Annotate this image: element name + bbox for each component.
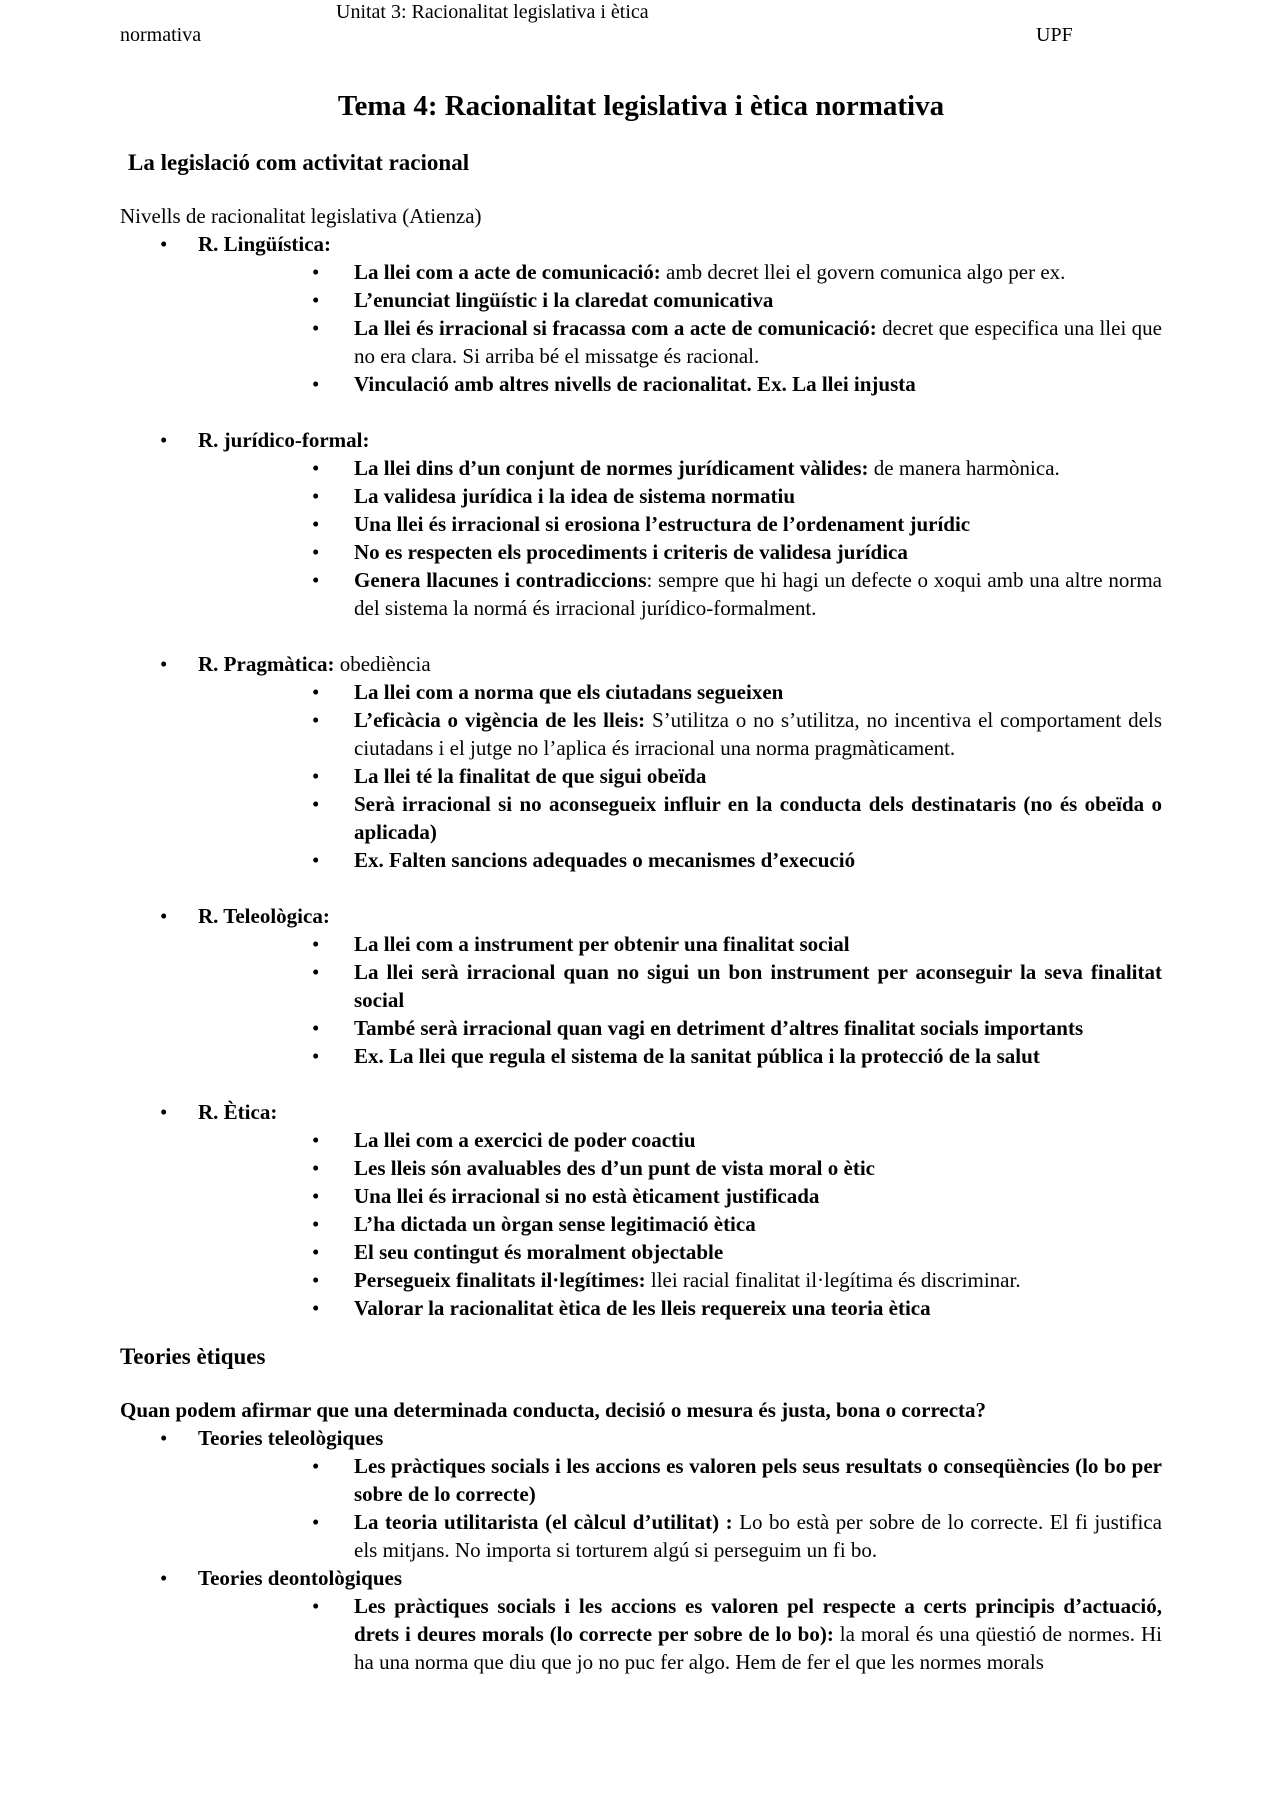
- level-label: R. Ètica:: [198, 1100, 278, 1124]
- point-strong: Genera llacunes i contradiccions: [354, 568, 647, 592]
- point-strong: L’enunciat lingüístic i la claredat comunicativa: [354, 288, 774, 312]
- point-strong: L’eficàcia o vigència de les lleis:: [354, 708, 646, 732]
- point-strong: Una llei és irracional si no està èticament justificada: [354, 1184, 820, 1208]
- point-strong: Persegueix finalitats il·legítimes:: [354, 1268, 646, 1292]
- level-item: [120, 230, 1162, 398]
- point-item: [198, 286, 1162, 314]
- level-label: R. Lingüística:: [198, 232, 332, 256]
- theory-heading: [198, 1424, 1162, 1452]
- level-heading: [198, 426, 1162, 454]
- point-text: Lo bo està per sobre de lo correcte. El fi justifica els mitjans. No importa si torturem algú si perseguim un fi bo.: [354, 1510, 1162, 1562]
- point-text: : sempre que hi hagi un defecte o xoqui amb una altre norma del sistema la normá és irracional jurídico-formalment.: [354, 568, 1162, 620]
- level-heading: [198, 1098, 1162, 1126]
- point-strong: També serà irracional quan vagi en detriment d’altres finalitat socials importants: [354, 1016, 1084, 1040]
- point-item: [198, 706, 1162, 762]
- point-item: [198, 1294, 1162, 1322]
- level-item: [120, 1098, 1162, 1322]
- level-heading: [198, 650, 1162, 678]
- rationality-levels-list: [120, 230, 1162, 1322]
- running-header-unit: Unitat 3: Racionalitat legislativa i ètica: [336, 1, 649, 23]
- point-item: [198, 370, 1162, 398]
- point-item: [198, 678, 1162, 706]
- theory-points: [198, 1452, 1162, 1564]
- point-strong: L’ha dictada un òrgan sense legitimació ètica: [354, 1212, 756, 1236]
- point-item: [198, 538, 1162, 566]
- point-strong: No es respecten els procediments i criteris de validesa jurídica: [354, 540, 908, 564]
- point-strong: La llei com a instrument per obtenir una finalitat social: [354, 932, 850, 956]
- point-strong: La llei com a norma que els ciutadans segueixen: [354, 680, 784, 704]
- point-item: [198, 846, 1162, 874]
- theory-points: [198, 1592, 1162, 1676]
- point-strong: La teoria utilitarista (el càlcul d’utilitat) :: [354, 1510, 733, 1534]
- point-item: [198, 930, 1162, 958]
- point-item: [198, 790, 1162, 846]
- running-header-unit-continued: normativa: [120, 24, 202, 46]
- point-strong: La llei és irracional si fracassa com a acte de comunicació:: [354, 316, 877, 340]
- point-item: [198, 1592, 1162, 1676]
- point-item: [198, 1042, 1162, 1070]
- point-item: [198, 566, 1162, 622]
- point-item: [198, 958, 1162, 1014]
- theory-item: [120, 1424, 1162, 1564]
- theory-item: [120, 1564, 1162, 1676]
- point-item: [198, 454, 1162, 482]
- ethics-question: Quan podem afirmar que una determinada conducta, decisió o mesura és justa, bona o correcta?: [120, 1398, 987, 1422]
- theory-label: Teories deontològiques: [198, 1566, 402, 1590]
- point-strong: Ex. Falten sancions adequades o mecanismes d’execució: [354, 848, 856, 872]
- level-points: [198, 1126, 1162, 1322]
- point-item: [198, 258, 1162, 286]
- level-heading: [198, 902, 1162, 930]
- theory-label: Teories teleològiques: [198, 1426, 384, 1450]
- point-item: [198, 1182, 1162, 1210]
- point-strong: La validesa jurídica i la idea de sistema normatiu: [354, 484, 795, 508]
- point-item: [198, 1266, 1162, 1294]
- point-strong: La llei com a acte de comunicació:: [354, 260, 661, 284]
- level-item: [120, 902, 1162, 1070]
- point-text: amb decret llei el govern comunica algo per ex.: [660, 260, 1066, 284]
- point-strong: Les pràctiques socials i les accions es valoren pel respecte a certs principis d’actuació, drets i deures morals (lo correcte per sobre de lo bo):: [354, 1594, 1162, 1646]
- point-strong: La llei té la finalitat de que sigui obeïda: [354, 764, 707, 788]
- level-note: obediència: [334, 652, 431, 676]
- level-item: [120, 426, 1162, 622]
- section-heading-legislation: La legislació com activitat racional: [128, 150, 470, 175]
- point-strong: Les pràctiques socials i les accions es valoren pels seus resultats o conseqüències (lo bo per sobre de lo correcte): [354, 1454, 1162, 1506]
- point-strong: Vinculació amb altres nivells de racionalitat. Ex. La llei injusta: [354, 372, 916, 396]
- running-header-school: UPF: [1036, 24, 1073, 46]
- ethical-theories-list: [120, 1424, 1162, 1676]
- point-text: de manera harmònica.: [868, 456, 1060, 480]
- point-item: [198, 1126, 1162, 1154]
- point-strong: La llei serà irracional quan no sigui un bon instrument per aconseguir la seva finalitat social: [354, 960, 1162, 1012]
- level-item: [120, 650, 1162, 874]
- point-text: S’utilitza o no s’utilitza, no incentiva el comportament dels ciutadans i el jutge no l’aplica és irracional una norma pragmàticament.: [354, 708, 1162, 760]
- level-points: [198, 258, 1162, 398]
- section-heading-ethics: Teories ètiques: [120, 1344, 266, 1369]
- point-item: [198, 1238, 1162, 1266]
- level-points: [198, 454, 1162, 622]
- point-strong: Ex. La llei que regula el sistema de la sanitat pública i la protecció de la salut: [354, 1044, 1040, 1068]
- point-strong: Una llei és irracional si erosiona l’estructura de l’ordenament jurídic: [354, 512, 971, 536]
- point-item: [198, 1210, 1162, 1238]
- point-item: [198, 1154, 1162, 1182]
- level-label: R. Pragmàtica:: [198, 652, 335, 676]
- point-item: [198, 1452, 1162, 1508]
- document-body: [120, 88, 1162, 1676]
- point-strong: Les lleis són avaluables des d’un punt de vista moral o ètic: [354, 1156, 875, 1180]
- page-title: Tema 4: Racionalitat legislativa i ètica normativa: [337, 90, 945, 122]
- level-heading: [198, 230, 1162, 258]
- point-strong: La llei com a exercici de poder coactiu: [354, 1128, 696, 1152]
- point-strong: Valorar la racionalitat ètica de les lleis requereix una teoria ètica: [354, 1296, 931, 1320]
- point-strong: Serà irracional si no aconsegueix influir en la conducta dels destinataris (no és obeïda o aplicada): [354, 792, 1162, 844]
- level-points: [198, 678, 1162, 874]
- point-item: [198, 482, 1162, 510]
- point-item: [198, 510, 1162, 538]
- point-strong: La llei dins d’un conjunt de normes jurídicament vàlides:: [354, 456, 869, 480]
- level-label: R. jurídico-formal:: [198, 428, 370, 452]
- point-item: [198, 314, 1162, 370]
- point-text: decret que especifica una llei que no era clara. Si arriba bé el missatge és racional.: [354, 316, 1163, 368]
- level-points: [198, 930, 1162, 1070]
- point-text: la moral és una qüestió de normes. Hi ha una norma que diu que jo no puc fer algo. Hem de fer el que les normes morals: [354, 1622, 1162, 1674]
- level-label: R. Teleològica:: [198, 904, 330, 928]
- point-strong: El seu contingut és moralment objectable: [354, 1240, 724, 1264]
- point-item: [198, 1014, 1162, 1042]
- theory-heading: [198, 1564, 1162, 1592]
- levels-intro: Nivells de racionalitat legislativa (Atienza): [120, 204, 482, 228]
- point-item: [198, 1508, 1162, 1564]
- point-item: [198, 762, 1162, 790]
- point-text: llei racial finalitat il·legítima és discriminar.: [645, 1268, 1021, 1292]
